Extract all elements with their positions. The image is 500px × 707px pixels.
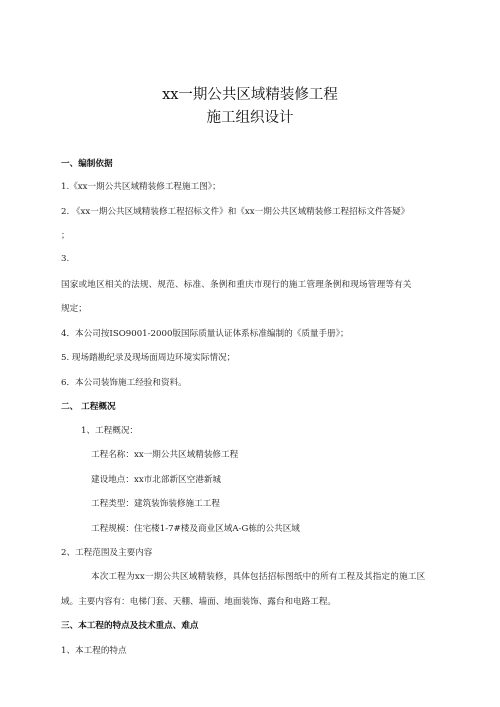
features-subheading: 1、本工程的特点 xyxy=(61,646,127,656)
basis-item-4: 4．本公司按ISO9001-2000版国际质量认证体系标准编制的《质量手册》； xyxy=(61,329,349,339)
basis-item-5: 5. 现场踏勘纪录及现场面周边环境实际情况； xyxy=(61,353,236,363)
document-title: xx一期公共区域精装修工程 xyxy=(162,87,338,103)
project-scale: 工程规模：住宅楼1-7#楼及商业区域A-G栋的公共区域 xyxy=(91,524,300,534)
scope-text-line2: 域。主要内容有：电梯门套、天棚、墙面、地面装饰、露台和电路工程。 xyxy=(61,597,337,607)
basis-item-3-cont: 规定； xyxy=(61,304,87,314)
basis-item-1: 1.《xx一期公共区域精装修工程施工图》； xyxy=(61,182,221,192)
scope-subheading: 2、工程范围及主要内容 xyxy=(61,548,153,558)
project-location: 建设地点：xx市北部新区空港新城 xyxy=(91,475,222,485)
project-type: 工程类型：建筑装饰装修施工工程 xyxy=(91,499,220,509)
overview-subheading: 1、工程概况： xyxy=(81,426,139,436)
project-name: 工程名称：xx一期公共区域精装修工程 xyxy=(91,450,239,460)
basis-item-2: 2. 《xx一期公共区域精装修工程招标文件》和《xx一期公共区域精装修工程招标文件答疑》 xyxy=(61,207,410,217)
document-subtitle: 施工组织设计 xyxy=(206,110,294,126)
basis-item-6: 6．本公司装饰施工经验和资料。 xyxy=(61,378,187,388)
section-heading-basis: 一、编制依据 xyxy=(61,159,113,169)
section-heading-overview: 二、 工程概况 xyxy=(61,402,116,412)
basis-item-3-text: 国家或地区相关的法规、规范、标准、条例和重庆市现行的施工管理条例和现场管理等有关 xyxy=(61,280,412,290)
section-heading-features: 三、本工程的特点及技术重点、难点 xyxy=(61,621,199,631)
basis-item-3: 3. xyxy=(61,254,70,264)
basis-item-2-cont: ； xyxy=(61,231,70,241)
scope-text-line1: 本次工程为xx一期公共区域精装修，具体包括招标图纸中的所有工程及其指定的施工区 xyxy=(91,572,426,582)
